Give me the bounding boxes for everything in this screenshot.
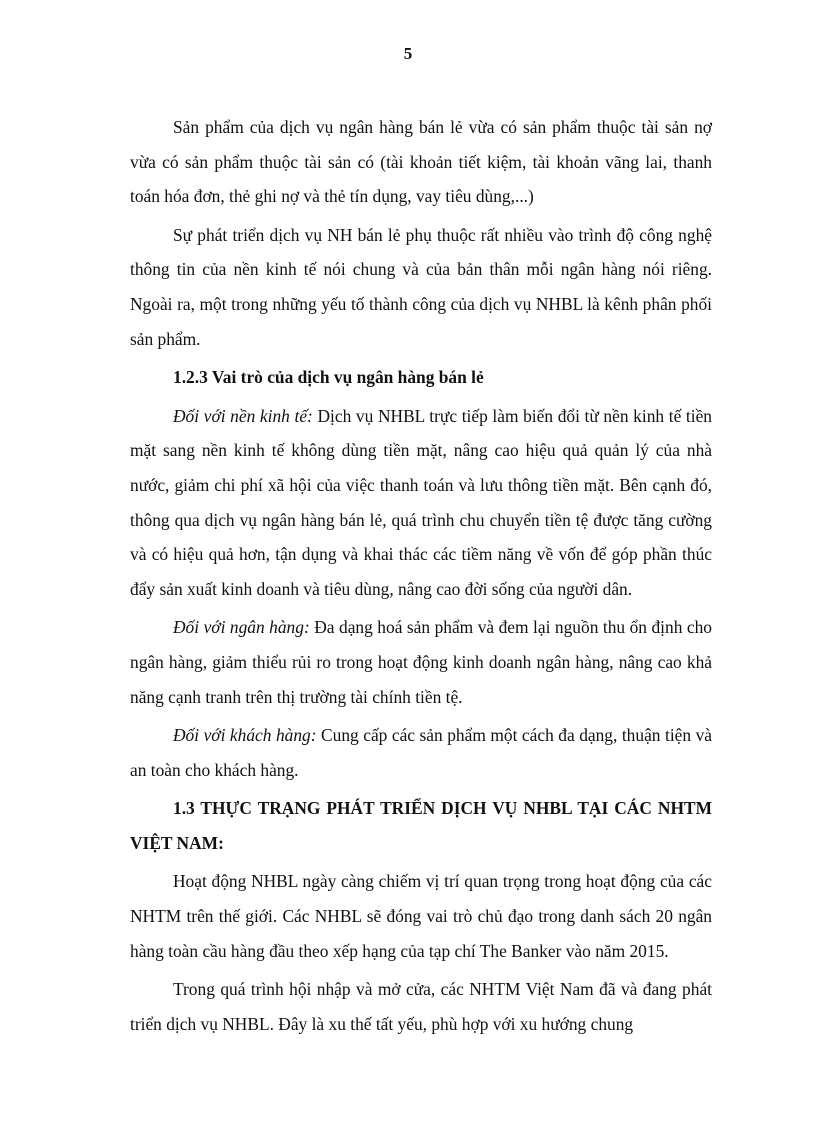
body-text — [130, 110, 712, 1041]
paragraph-integration: Trong quá trình hội nhập và mở cửa, các NHTM Việt Nam đã và đang phát triển dịch vụ NHBL. Đây là xu thế tất yếu, phù hợp với xu hướng chung — [130, 979, 712, 1034]
section-heading-1-2-3: 1.2.3 Vai trò của dịch vụ ngân hàng bán lẻ — [173, 367, 484, 388]
text-customer: Cung cấp các sản phẩm một cách đa dạng, thuận tiện và an toàn cho khách hàng. — [130, 725, 712, 780]
paragraph-role-economy — [130, 399, 712, 607]
lead-economy: Đối với nền kinh tế: — [173, 405, 313, 426]
paragraph-products: Sản phẩm của dịch vụ ngân hàng bán lẻ vừa có sản phẩm thuộc tài sản nợ vừa có sản phẩm thuộc tài sản có (tài khoản tiết kiệm, tài khoản vãng lai, thanh toán hóa đơn, thẻ ghi nợ và thẻ tín dụng, vay tiêu dùng,...) — [130, 117, 712, 207]
paragraph-development: Sự phát triển dịch vụ NH bán lẻ phụ thuộc rất nhiều vào trình độ công nghệ thông tin của nền kinh tế nói chung và của bản thân mỗi ngân hàng nói riêng. Ngoài ra, một trong những yếu tố thành công của dịch vụ NHBL là kênh phân phối sản phẩm. — [130, 224, 712, 349]
page-number: 5 — [403, 44, 413, 63]
paragraph-retail-importance: Hoạt động NHBL ngày càng chiếm vị trí quan trọng trong hoạt động của các NHTM trên thế giới. Các NHBL sẽ đóng vai trò chủ đạo trong danh sách 20 ngân hàng toàn cầu hàng đầu theo xếp hạng của tạp chí The Banker vào năm 2015. — [130, 871, 712, 961]
section-heading-1-3: 1.3 THỰC TRẠNG PHÁT TRIỂN DỊCH VỤ NHBL TẠI CÁC NHTM VIỆT NAM: — [130, 798, 712, 853]
text-bank: Đa dạng hoá sản phẩm và đem lại nguồn thu ổn định cho ngân hàng, giảm thiểu rủi ro trong hoạt động kinh doanh ngân hàng, nâng cao khả năng cạnh tranh trên thị trường tài chính tiền tệ. — [130, 617, 712, 707]
paragraph-role-bank — [130, 610, 712, 714]
lead-customer: Đối với khách hàng: — [173, 725, 317, 746]
paragraph-role-customer — [130, 718, 712, 787]
lead-bank: Đối với ngân hàng: — [173, 617, 310, 638]
text-economy: Dịch vụ NHBL trực tiếp làm biến đổi từ nền kinh tế tiền mặt sang nền kinh tế không dùng tiền mặt, nâng cao hiệu quả quản lý của nhà nước, giảm chi phí xã hội của việc thanh toán và lưu thông tiền mặt. Bên cạnh đó, thông qua dịch vụ ngân hàng bán lẻ, quá trình chu chuyển tiền tệ được tăng cường và có hiệu quả hơn, tận dụng và khai thác các tiềm năng về vốn để góp phần thúc đẩy sản xuất kinh doanh và tiêu dùng, nâng cao đời sống của người dân. — [130, 405, 712, 599]
